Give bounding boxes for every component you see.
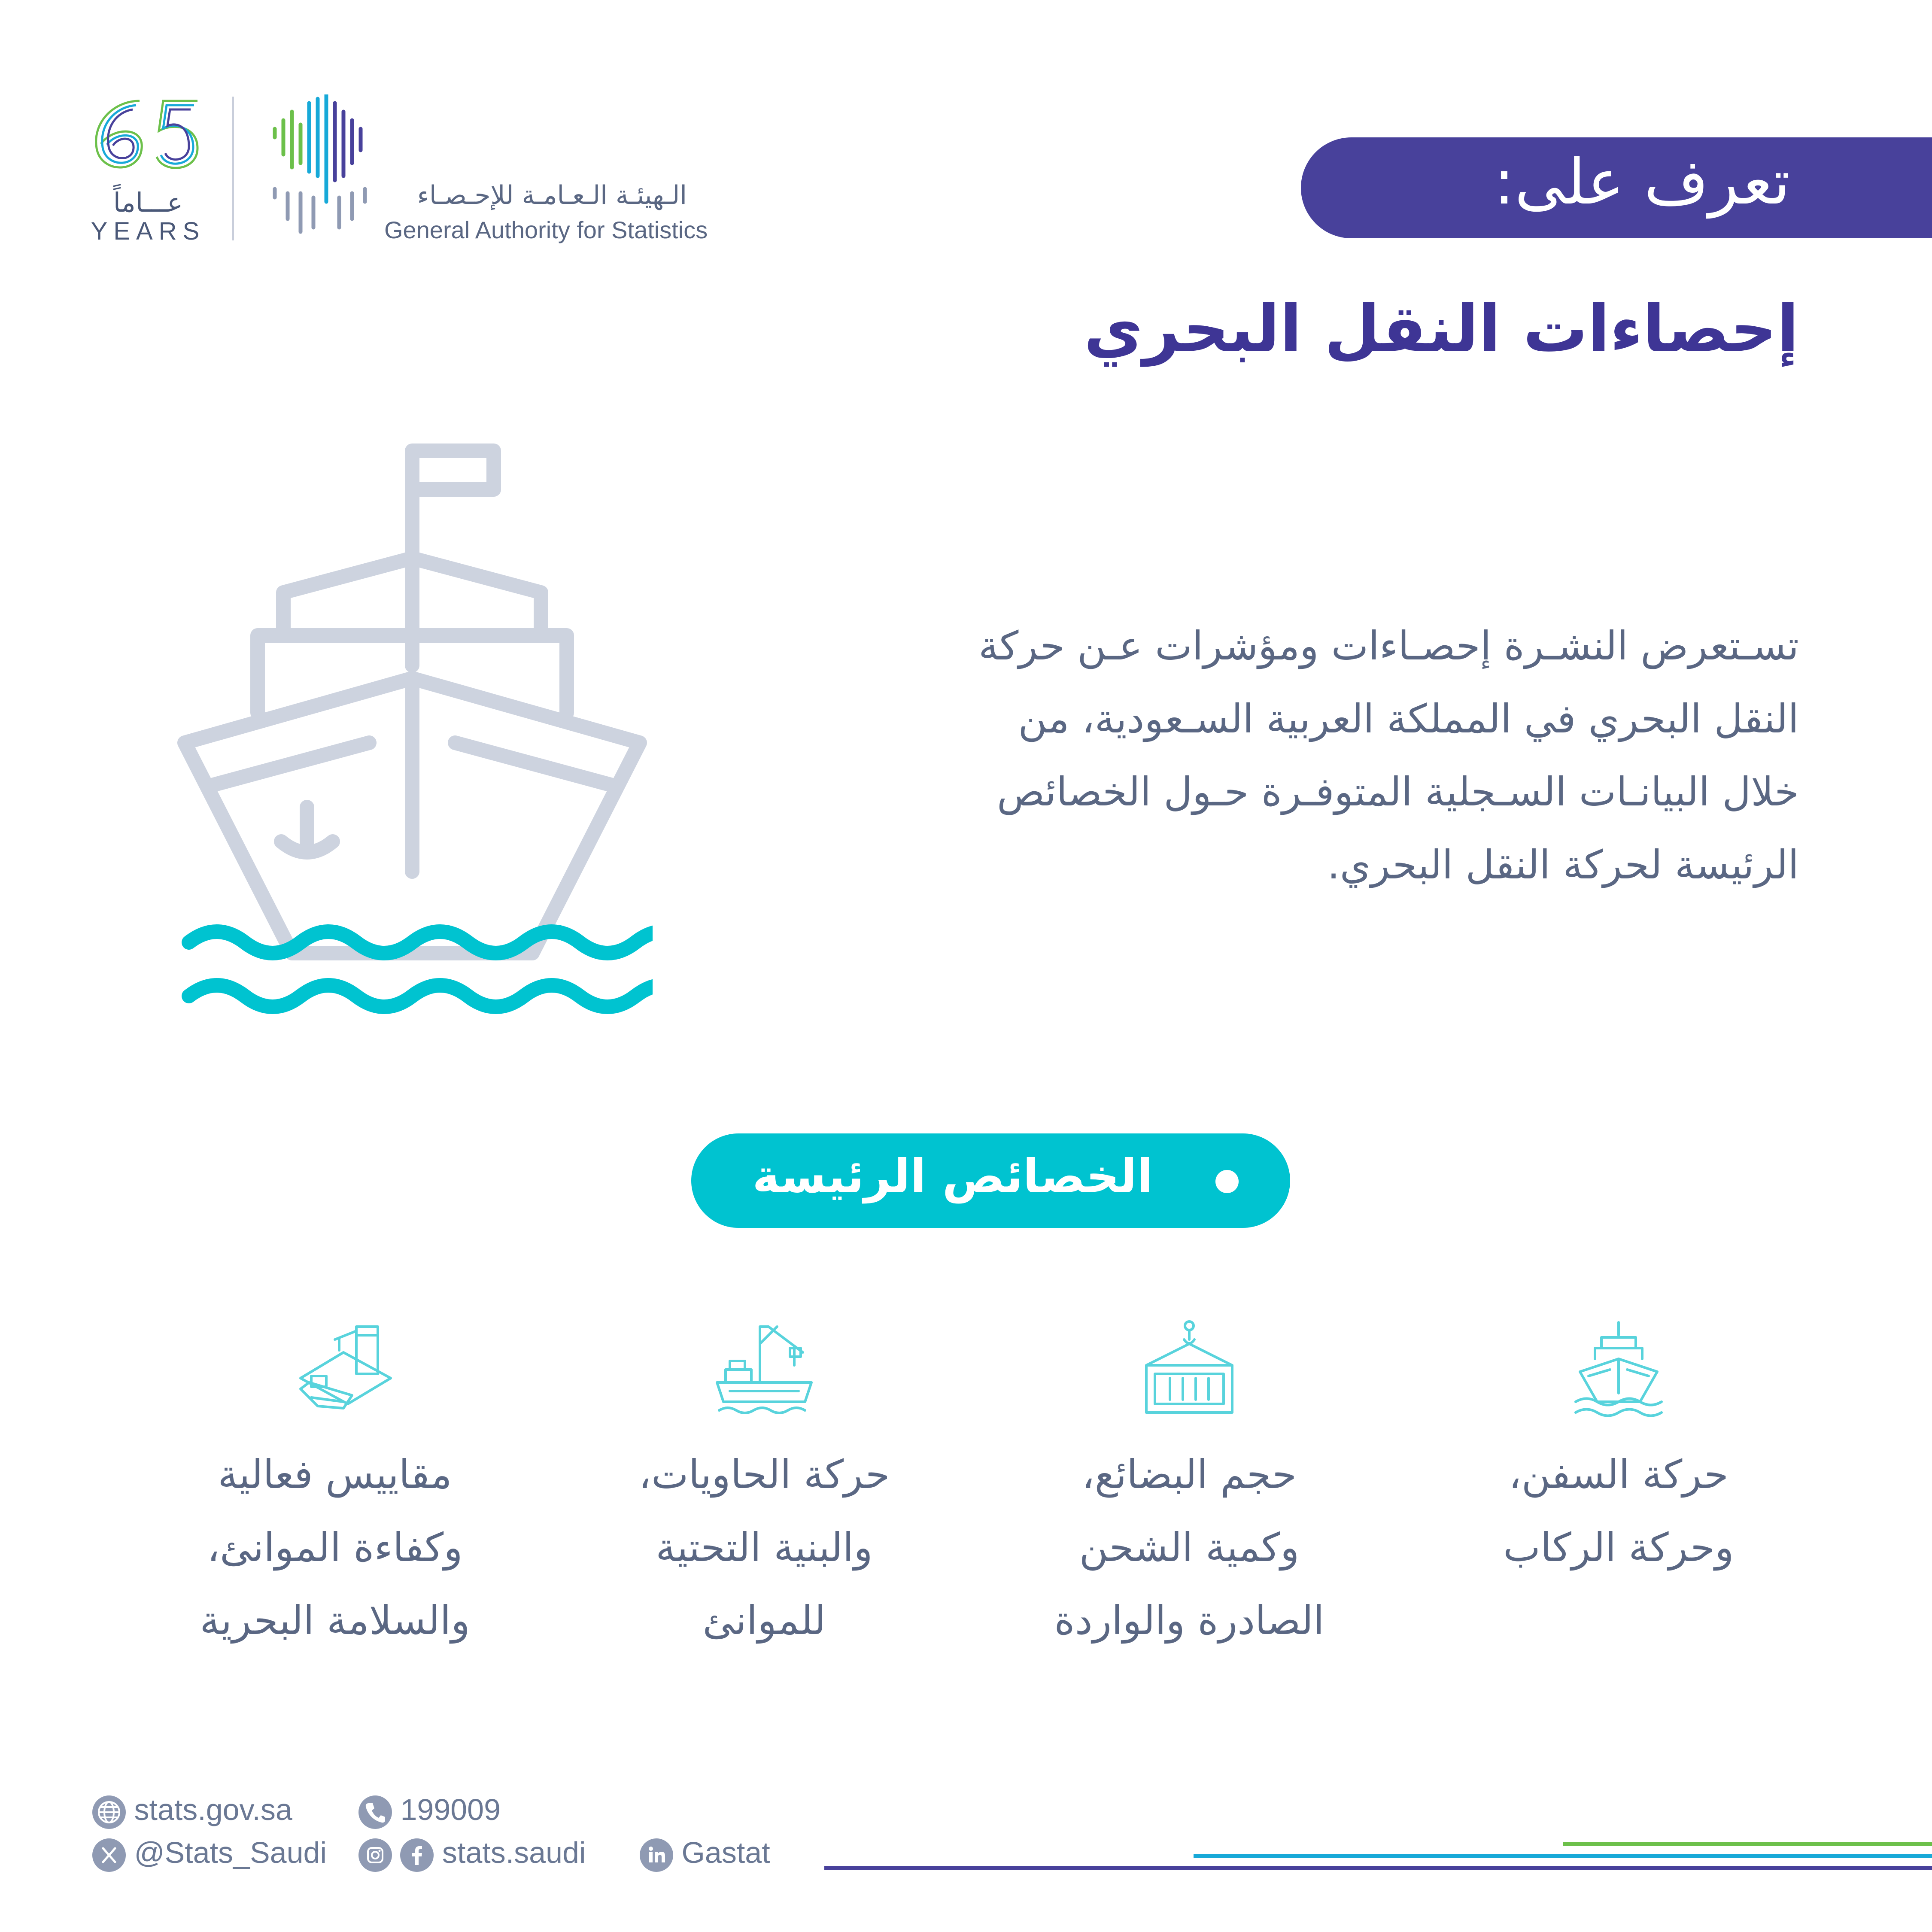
- x-twitter-icon: [92, 1838, 126, 1872]
- bullet-dot: [1215, 1170, 1239, 1193]
- features-title: الخصائص الرئيسة: [752, 1150, 1153, 1203]
- intro-paragraph: [932, 610, 1799, 902]
- features-pill: [691, 1133, 1290, 1228]
- anniversary-english: YEARS: [91, 217, 206, 245]
- feature-line: الصادرة والواردة: [1054, 1598, 1324, 1643]
- linkedin-icon: [640, 1838, 673, 1872]
- social-text: stats.saudi: [442, 1836, 586, 1869]
- intro-line: الرئيسة لحركة النقل البحري.: [1327, 842, 1799, 888]
- page-heading: إحصاءات النقل البحري: [1084, 292, 1799, 367]
- phone-text: 199009: [400, 1793, 501, 1826]
- feature-line: حركة السفن،: [1509, 1452, 1728, 1498]
- globe-icon: [92, 1795, 126, 1829]
- facebook-icon: [400, 1838, 434, 1872]
- gastat-logo: [266, 94, 708, 243]
- anniversary-logo: [88, 92, 208, 243]
- ship-illustration-icon: [172, 438, 653, 1030]
- website-text: stats.gov.sa: [134, 1793, 292, 1826]
- feature-line: وكمية الشحن: [1079, 1525, 1300, 1571]
- authority-name-english: General Authority for Statistics: [384, 216, 708, 243]
- feature-line: حجم البضائع،: [1081, 1452, 1297, 1498]
- accent-line-purple: [824, 1866, 1932, 1870]
- intro-line: النقل البحري في المملكة العربية السـعودية، من: [1018, 696, 1799, 742]
- instagram-icon: [358, 1838, 392, 1872]
- gastat-emblem-icon: [266, 94, 378, 236]
- accent-line-blue: [1194, 1854, 1932, 1858]
- feature-line: وحركة الركاب: [1503, 1525, 1734, 1571]
- feature-line: والبنية التحتية: [656, 1525, 873, 1571]
- crane-ship-icon: [713, 1318, 816, 1417]
- footer-linkedin[interactable]: [640, 1835, 770, 1872]
- intro-line: تسـتعرض النشـرة إحصـاءات ومؤشرات عـن حركة: [978, 623, 1799, 669]
- sixty-five-graphic: [88, 92, 208, 178]
- feature-line: للموانئ: [702, 1598, 826, 1643]
- twitter-text: @Stats_Saudi: [134, 1836, 327, 1869]
- intro-line: خلال البيانـات السـجلية المتوفـرة حـول الخصائص: [997, 769, 1799, 815]
- feature-ports: [185, 1438, 485, 1657]
- linkedin-text: Gastat: [681, 1836, 770, 1869]
- feature-line: حركة الحاويات،: [638, 1452, 890, 1498]
- feature-containers: [614, 1438, 914, 1657]
- banner-title: تعرف على:: [1494, 146, 1790, 219]
- footer-phone[interactable]: [358, 1792, 501, 1829]
- accent-line-green: [1563, 1842, 1932, 1846]
- phone-icon: [358, 1795, 392, 1829]
- feature-line: والسلامة البحرية: [200, 1598, 470, 1643]
- header-divider: [232, 97, 234, 240]
- port-icon: [292, 1318, 395, 1417]
- feature-ships: [1468, 1438, 1769, 1584]
- banner-pill: [1301, 137, 1932, 238]
- feature-cargo: [1039, 1438, 1340, 1657]
- authority-name-arabic: الـهيئـة الـعـامـة للإحـصـاء: [417, 180, 687, 210]
- anniversary-arabic: عـــاماً: [113, 187, 183, 218]
- feature-line: وكفاءة الموانئ،: [207, 1525, 463, 1571]
- feature-line: مقاييس فعالية: [218, 1452, 452, 1498]
- footer-website[interactable]: [92, 1792, 292, 1829]
- footer-twitter[interactable]: [92, 1835, 327, 1872]
- footer-social[interactable]: [358, 1835, 586, 1872]
- ship-icon: [1567, 1318, 1670, 1417]
- container-icon: [1138, 1318, 1241, 1417]
